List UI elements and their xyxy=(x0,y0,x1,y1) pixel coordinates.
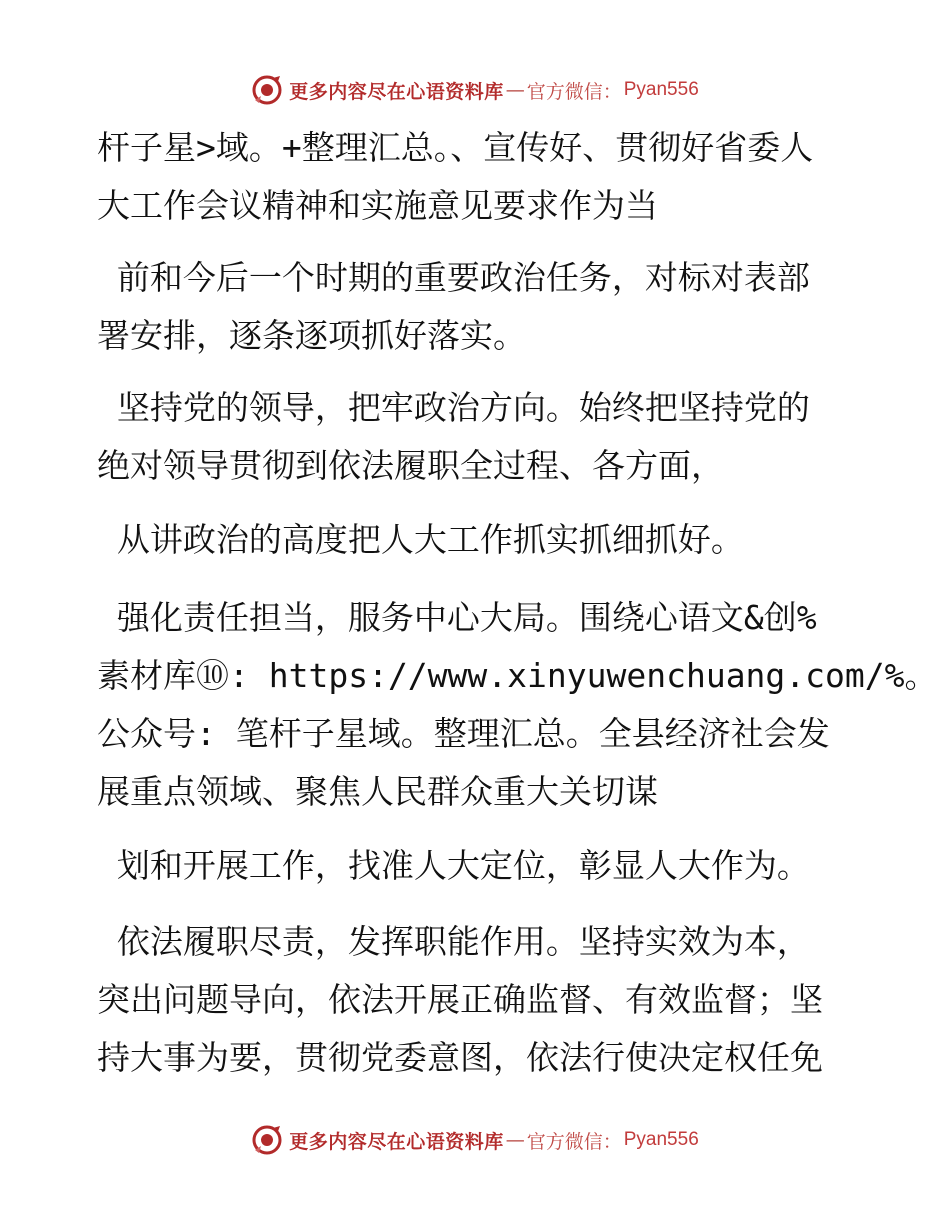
text-line: 持大事为要，贯彻党委意图，依法行使决定权任免 xyxy=(97,1038,823,1077)
text-line: 坚持党的领导，把牢政治方向。始终把坚持党的 xyxy=(97,388,810,427)
text-line: 突出问题导向，依法开展正确监督、有效监督；坚 xyxy=(97,980,823,1019)
text-line: 依法履职尽责，发挥职能作用。坚持实效为本， xyxy=(97,922,810,961)
banner-dash: — xyxy=(505,1129,525,1151)
banner-slogan: 更多内容尽在心语资料库 xyxy=(289,1130,504,1153)
text-line: 大工作会议精神和实施意见要求作为当 xyxy=(97,186,658,225)
text-line: 素材库⑩: https://www.xinyuwenchuang.com/%。 xyxy=(97,656,938,695)
header-watermark-banner xyxy=(0,70,950,110)
text-line: 绝对领导贯彻到依法履职全过程、各方面， xyxy=(97,446,724,485)
text-line: 署安排，逐条逐项抓好落实。 xyxy=(97,316,526,355)
banner-wechat-id: Pyan556 xyxy=(623,1129,699,1150)
text-line: 划和开展工作，找准人大定位，彰显人大作为。 xyxy=(97,846,810,885)
banner-wechat-label: 官方微信： xyxy=(526,80,622,103)
banner-slogan: 更多内容尽在心语资料库 xyxy=(289,80,504,103)
footer-watermark-banner xyxy=(0,1120,950,1160)
brush-logo-icon xyxy=(251,1124,283,1156)
banner-wechat-label: 官方微信： xyxy=(526,1130,622,1153)
text-line: 杆子星>域。+整理汇总。、宣传好、贯彻好省委人 xyxy=(97,128,814,167)
text-line: 公众号: 笔杆子星域。整理汇总。全县经济社会发 xyxy=(97,714,830,753)
banner-wechat-id: Pyan556 xyxy=(623,79,699,100)
text-line: 强化责任担当，服务中心大局。围绕心语文&创% xyxy=(97,598,817,637)
text-line: 展重点领域、聚焦人民群众重大关切谋 xyxy=(97,772,658,811)
text-line: 从讲政治的高度把人大工作抓实抓细抓好。 xyxy=(97,520,744,559)
text-line: 前和今后一个时期的重要政治任务，对标对表部 xyxy=(97,258,810,297)
banner-dash: — xyxy=(505,79,525,101)
brush-logo-icon xyxy=(251,74,283,106)
